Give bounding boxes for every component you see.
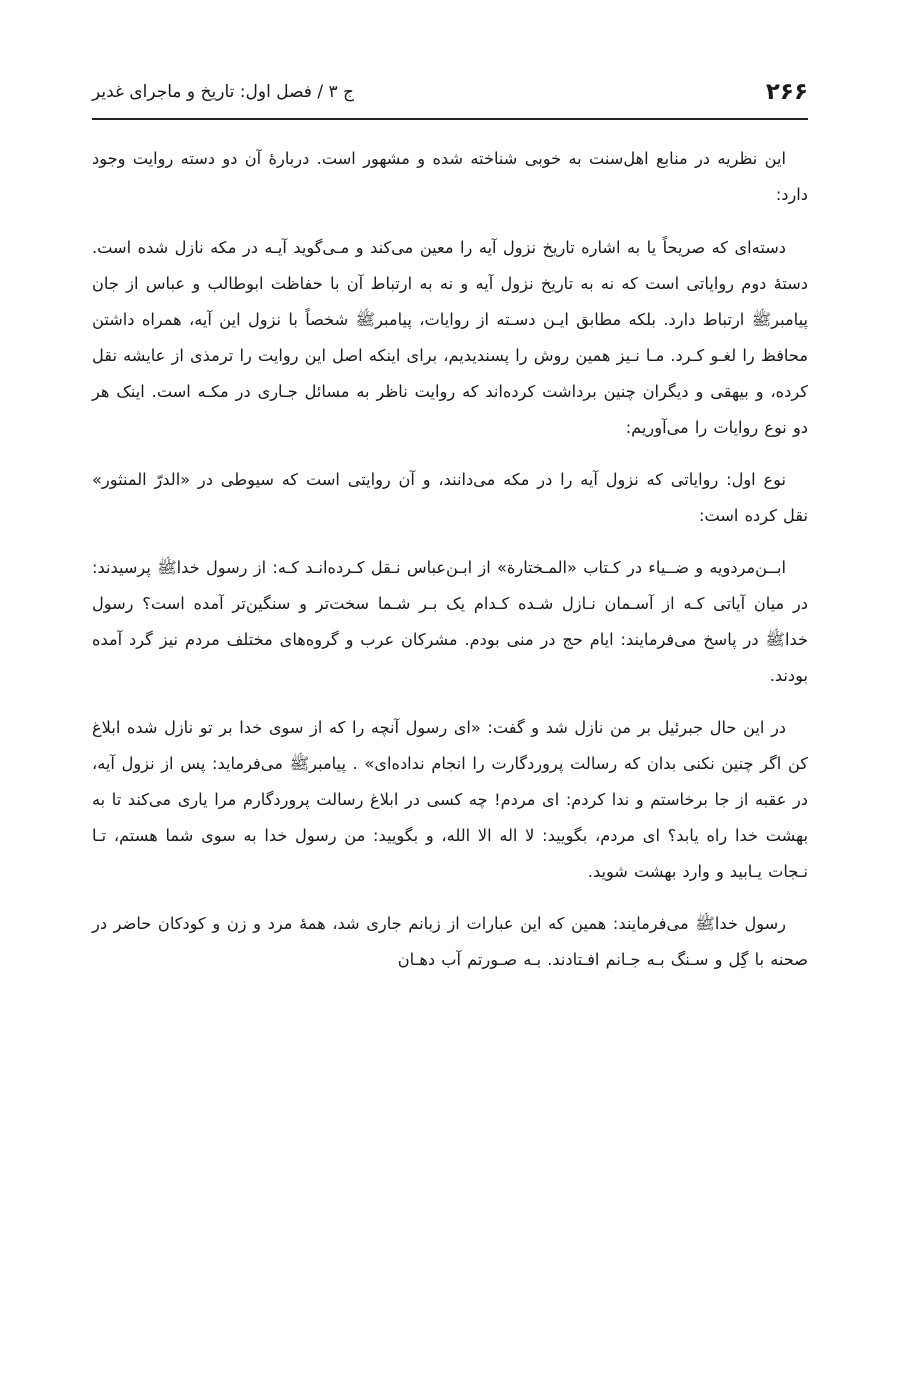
paragraph-first-type: نوع اول: روایاتی که نزول آیه را در مکه می‌دانند، و آن روایتی است که سیوطی در «الدرّ المنثور» نقل کرده است: [92, 470, 808, 525]
paragraph-prophet-statement: رسول خداﷺ می‌فرمایند: همین که این عبارات از زبانم جاری شد، همهٔ مرد و زن و کودکان حاضر در صحنه با گِل و سـنگ بـه جـانم افـتادند. بـه صـورتم آب دهـان [92, 914, 808, 969]
paragraph-narration-groups: دسته‌ای که صریحاً یا به اشاره تاریخ نزول آیه را معین می‌کند و مـی‌گوید آیـه در مکه نازل شده است. دستهٔ دوم روایاتی است که نه به تاریخ نزول آیه و نه به ارتباط آن با حفاظت ابوطالب و عباس از جان پیامبرﷺ ارتباط دارد. بلکه مطابق ایـن دسـته از روایات، پیامبرﷺ شخصاً با نزول این آیه، همراه داشتن محافظ را لغـو کـرد. مـا نـیز همین روش را پسندیدیم، برای اینکه اصل این روایت را ترمذی از عایشه نقل کرده، و بیهقی و دیگران چنین برداشت کرده‌اند که روایت ناظر به مسائل جـاری در مکـه است. اینک هر دو نوع روایات را می‌آوریم: [92, 238, 808, 437]
running-header [92, 72, 808, 112]
chapter-title: ج ۳ / فصل اول: تاریخ و ماجرای غدیر [92, 82, 355, 102]
paragraph-gabriel-revelation: در این حال جبرئیل بر من نازل شد و گفت: «ای رسول آنچه را که از سوی خدا بر تو نازل شده ابلاغ کن اگر چنین نکنی بدان که رسالت پروردگارت را انجام نداده‌ای» . پیامبرﷺ می‌فرماید: پس از نزول آیه، در عقبه از جا برخاستم و ندا کردم: ای مردم! چه کسی در ابلاغ رسالت پروردگارم مرا یاری می‌کند تا به بهشت خدا راه یابد؟ ای مردم، بگویید: لا اله الا الله، و بگویید: من رسول خدا به سوی شما هستم، تـا نـجات یـابید و وارد بهشت شوید. [92, 718, 808, 881]
body-text [92, 141, 808, 994]
header-divider [92, 118, 808, 120]
page-number: ۲۶۶ [765, 79, 808, 105]
paragraph-intro: این نظریه در منابع اهل‌سنت به خوبی شناخته شده و مشهور است. دربارهٔ آن دو دسته روایت وجود دارد: [92, 149, 808, 204]
paragraph-ibn-mardawayh-narration: ابــن‌مردویه و ضــیاء در کـتاب «المـختارة» از ابـن‌عباس نـقل کـرده‌انـد کـه: از رسول خداﷺ پرسیدند: در میان آیاتی کـه از آسـمان نـازل شـده کـدام یک بـر شـما سخت‌تر و سنگین‌تر آمده است؟ رسول خداﷺ در پاسخ می‌فرمایند: ایام حج در منی بودم. مشرکان عرب و گروه‌های مختلف مردم نیز گرد آمده بودند. [92, 558, 808, 685]
book-page [92, 0, 808, 1390]
